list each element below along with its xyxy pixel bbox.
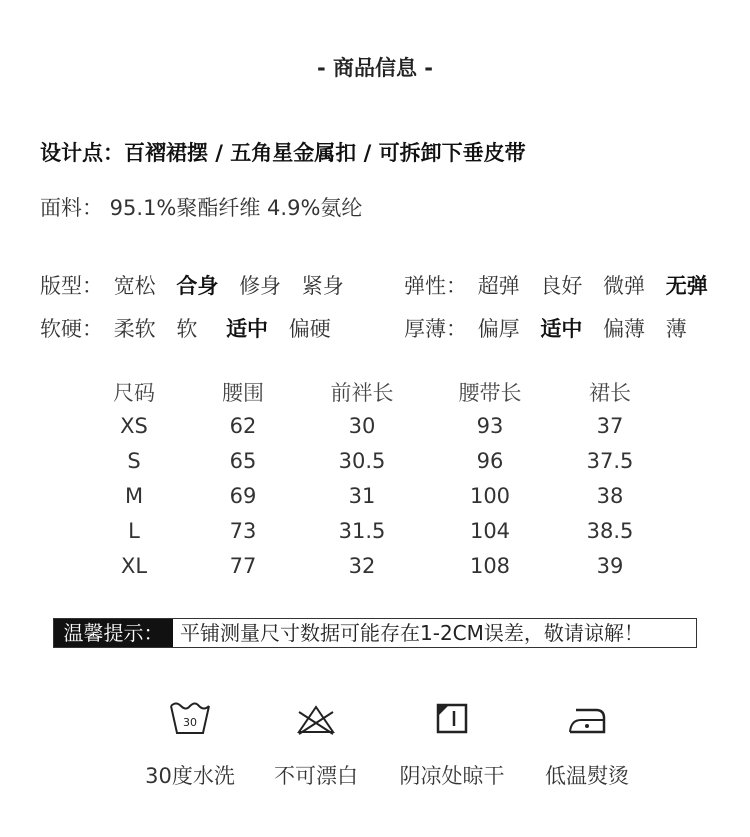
table-cell: 96: [476, 448, 504, 473]
table-header-row: [86, 376, 660, 408]
attr-label: 弹性：: [404, 274, 467, 298]
care-item-bleach: [256, 700, 376, 790]
table-cell: 30.5: [338, 448, 386, 473]
attr-option: 宽松: [113, 274, 156, 298]
column-header: 腰围: [222, 381, 264, 405]
no-bleach-icon: [294, 700, 338, 736]
tip-label: 温馨提示：: [54, 619, 173, 647]
attr-thickness: [404, 313, 701, 343]
table-cell: 32: [348, 553, 376, 578]
attr-option: 修身: [239, 274, 282, 298]
attr-label: 软硬：: [40, 317, 103, 341]
table-cell: 100: [469, 483, 511, 508]
table-cell: XS: [120, 413, 148, 438]
size-table: [86, 376, 660, 583]
table-cell: 31.5: [338, 518, 386, 543]
table-cell: 38.5: [586, 518, 634, 543]
attr-option: 微弹: [603, 274, 646, 298]
tip-box: [53, 618, 697, 648]
table-cell: L: [128, 518, 140, 543]
care-label: 30度水洗: [145, 764, 235, 788]
attr-option: 薄: [665, 317, 687, 341]
table-cell: 37: [596, 413, 624, 438]
table-cell: 37.5: [586, 448, 634, 473]
table-cell: M: [124, 483, 144, 508]
attr-option: 良好: [540, 274, 583, 298]
table-cell: 104: [469, 518, 511, 543]
table-cell: 39: [596, 553, 624, 578]
care-label: 低温熨烫: [545, 764, 629, 788]
table-cell: 65: [229, 448, 257, 473]
table-cell: 31: [348, 483, 376, 508]
attr-option-selected: 适中: [540, 317, 583, 341]
table-cell: 77: [229, 553, 257, 578]
column-header: 尺码: [113, 381, 155, 405]
attr-option: 超弹: [477, 274, 520, 298]
attr-option: 偏薄: [603, 317, 646, 341]
attr-option-selected: 适中: [226, 317, 269, 341]
low-iron-icon: [565, 700, 609, 736]
attr-label: 厚薄：: [404, 317, 467, 341]
wash-temp-text: 30: [183, 716, 197, 729]
care-item-dry: [392, 700, 512, 790]
attr-option-selected: 合身: [176, 274, 219, 298]
table-cell: 62: [229, 413, 257, 438]
column-header: 前袢长: [330, 381, 394, 405]
attr-option: 柔软: [113, 317, 156, 341]
table-cell: 108: [469, 553, 511, 578]
care-item-iron: [527, 700, 647, 790]
attr-softness: [40, 313, 345, 343]
table-cell: 38: [596, 483, 624, 508]
table-row: [86, 478, 660, 513]
table-row: [86, 443, 660, 478]
attr-option-selected: 无弹: [665, 274, 708, 298]
table-cell: 93: [476, 413, 504, 438]
column-header: 裙长: [589, 381, 631, 405]
fabric-composition: 面料： 95.1%聚酯纤维 4.9%氨纶: [40, 196, 363, 220]
attr-option: 偏厚: [477, 317, 520, 341]
design-points: 设计点：百褶裙摆 / 五角星金属扣 / 可拆卸下垂皮带: [40, 141, 526, 165]
attr-option: 软: [176, 317, 198, 341]
table-cell: 69: [229, 483, 257, 508]
table-row: [86, 408, 660, 443]
care-label: 阴凉处晾干: [399, 764, 505, 788]
care-label: 不可漂白: [274, 764, 358, 788]
table-cell: 73: [229, 518, 257, 543]
section-title: - 商品信息 -: [316, 56, 434, 80]
care-item-wash: [130, 700, 250, 790]
table-row: [86, 513, 660, 548]
table-cell: S: [127, 448, 141, 473]
table-cell: XL: [120, 553, 148, 578]
column-header: 腰带长: [458, 381, 522, 405]
table-cell: 30: [348, 413, 376, 438]
shade-dry-icon: [430, 700, 474, 736]
attr-elasticity: [404, 270, 722, 300]
tip-text: 平铺测量尺寸数据可能存在1-2CM误差，敬请谅解！: [180, 621, 644, 645]
attr-label: 版型：: [40, 274, 103, 298]
attr-fit: [40, 270, 358, 300]
wash-30-icon: [168, 700, 212, 736]
attr-option: 紧身: [301, 274, 344, 298]
table-row: [86, 548, 660, 583]
attr-option: 偏硬: [288, 317, 331, 341]
